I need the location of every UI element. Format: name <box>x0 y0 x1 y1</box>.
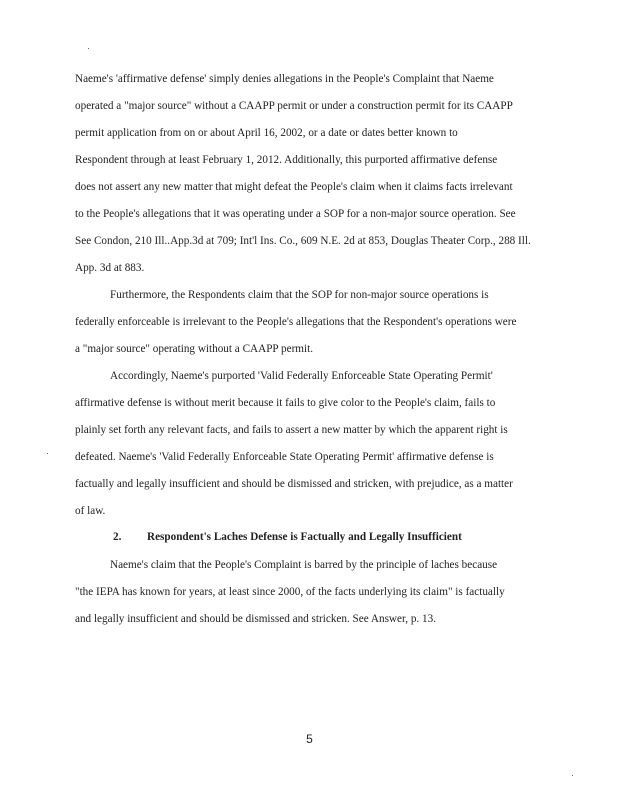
paragraph-1-line-8: App. 3d at 883. <box>75 262 145 274</box>
paragraph-3-line-3: plainly set forth any relevant facts, and fails to assert a new matter by which the apparent right is <box>75 424 508 436</box>
paragraph-2-line-1: Furthermore, the Respondents claim that the SOP for non-major source operations is <box>110 289 489 301</box>
scan-speck <box>88 48 89 49</box>
paragraph-1-line-1: Naeme's 'affirmative defense' simply denies allegations in the People's Complaint that Naeme <box>75 73 494 85</box>
paragraph-1-line-4: Respondent through at least February 1, 2012. Additionally, this purported affirmative defense <box>75 154 498 166</box>
paragraph-4-line-2: "the IEPA has known for years, at least since 2000, of the facts underlying its claim" is factually <box>75 586 505 598</box>
paragraph-1-line-6: to the People's allegations that it was operating under a SOP for a non-major source operation. See <box>75 208 516 220</box>
scan-speck <box>47 453 48 454</box>
section-number: 2. <box>113 531 122 543</box>
paragraph-2-line-2: federally enforceable is irrelevant to the People's allegations that the Respondent's operations were <box>75 316 517 328</box>
paragraph-2-line-3: a "major source" operating without a CAAPP permit. <box>75 343 314 355</box>
paragraph-4-line-3: and legally insufficient and should be dismissed and stricken. See Answer, p. 13. <box>75 613 437 625</box>
paragraph-3-line-5: factually and legally insufficient and should be dismissed and stricken, with prejudice, as a matter <box>75 478 513 490</box>
paragraph-3-line-1: Accordingly, Naeme's purported 'Valid Federally Enforceable State Operating Permit' <box>110 370 493 382</box>
paragraph-1-line-2: operated a "major source" without a CAAPP permit or under a construction permit for its CAAPP <box>75 100 513 112</box>
paragraph-3-line-4: defeated. Naeme's 'Valid Federally Enforceable State Operating Permit' affirmative defense is <box>75 451 494 463</box>
scan-speck <box>572 775 573 776</box>
paragraph-3-line-2: affirmative defense is without merit because it fails to give color to the People's claim, fails to <box>75 397 496 409</box>
paragraph-3-line-6: of law. <box>75 505 106 517</box>
paragraph-1-line-3: permit application from on or about April 16, 2002, or a date or dates better known to <box>75 127 458 139</box>
section-heading: Respondent's Laches Defense is Factually and Legally Insufficient <box>147 531 462 543</box>
page-number: 5 <box>306 732 313 746</box>
paragraph-1-line-5: does not assert any new matter that might defeat the People's claim when it claims facts irrelevant <box>75 181 513 193</box>
paragraph-4-line-1: Naeme's claim that the People's Complaint is barred by the principle of laches because <box>110 559 498 571</box>
paragraph-1-line-7: See Condon, 210 Ill..App.3d at 709; Int'l Ins. Co., 609 N.E. 2d at 853, Douglas Theater Corp., 288 Ill. <box>75 235 531 247</box>
